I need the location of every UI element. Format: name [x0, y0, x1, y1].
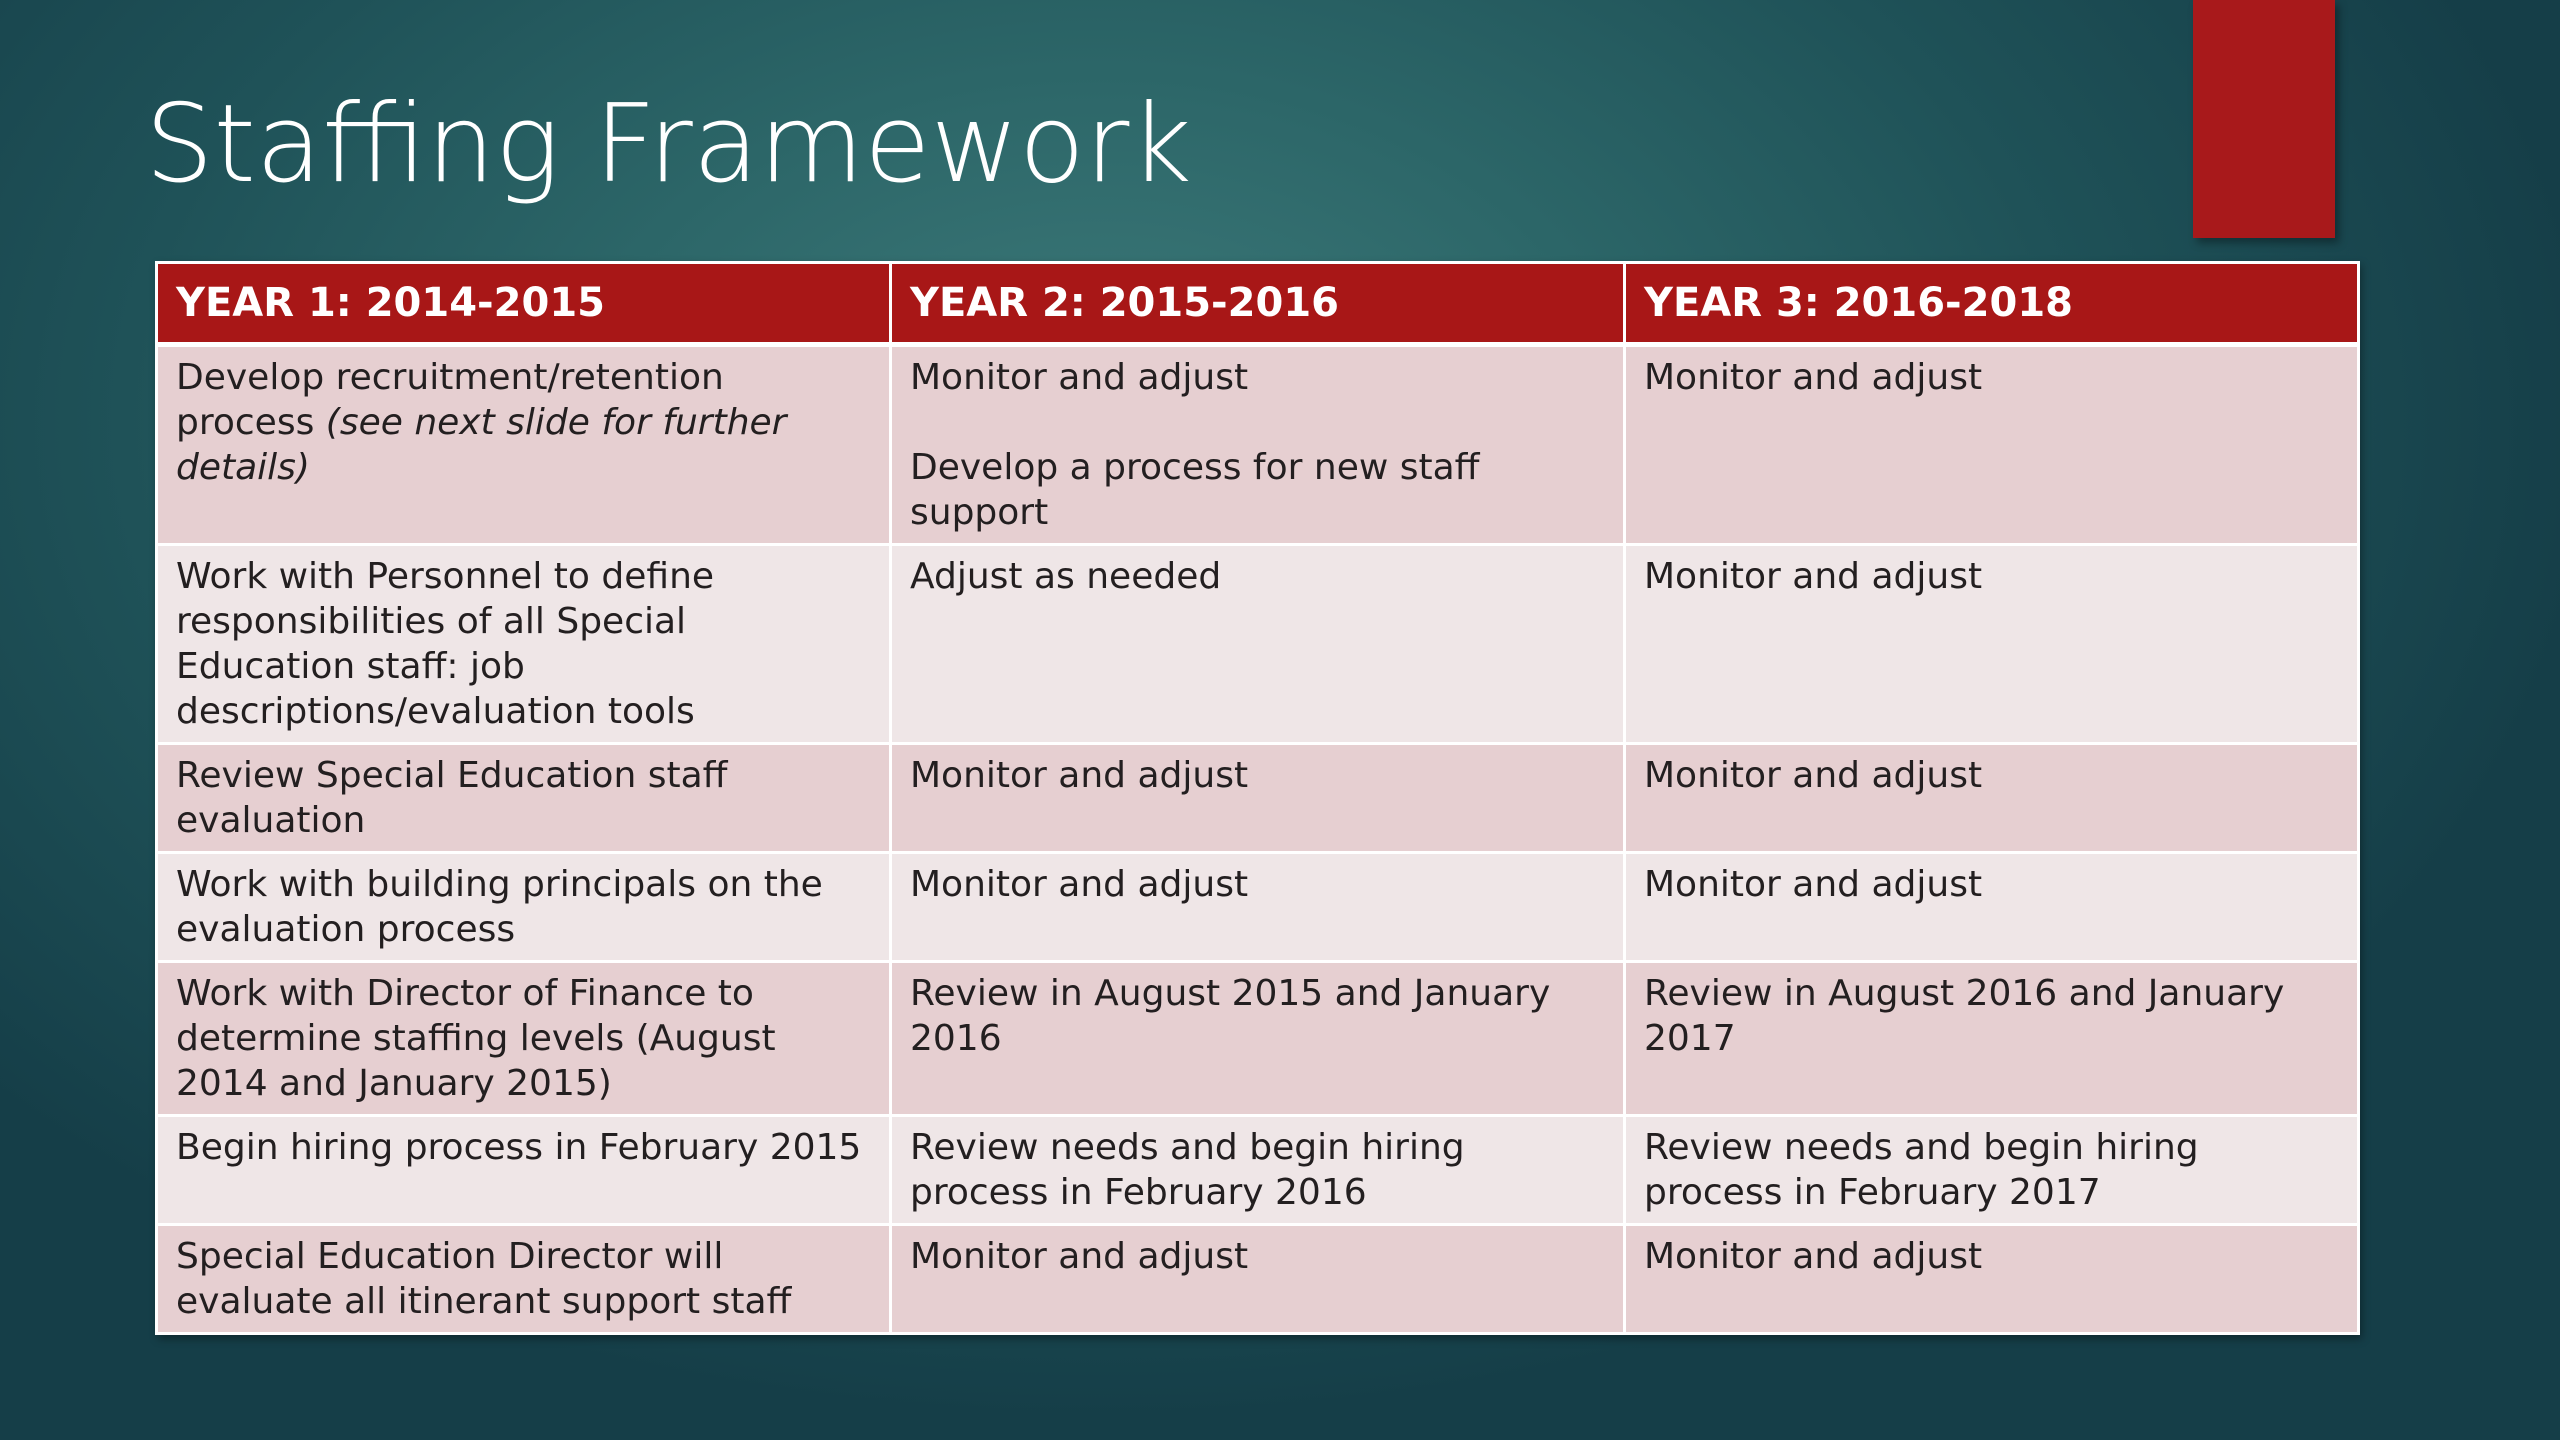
table-row	[157, 744, 2359, 853]
staffing-framework-table	[155, 261, 2359, 1335]
cell-year-3: Monitor and adjust	[1625, 744, 2359, 853]
table-row	[157, 1225, 2359, 1334]
cell-year-1: Work with building principals on the evaluation process	[157, 853, 891, 962]
table-row	[157, 962, 2359, 1116]
cell-year-3: Monitor and adjust	[1625, 1225, 2359, 1334]
cell-year-2: Monitor and adjust	[891, 744, 1625, 853]
slide-title: Staffing Framework	[145, 82, 1192, 207]
cell-year-1: Begin hiring process in February 2015	[157, 1116, 891, 1225]
header-year-3: YEAR 3: 2016-2018	[1625, 263, 2359, 345]
cell-year-1: Review Special Education staff evaluation	[157, 744, 891, 853]
cell-year-2: Monitor and adjust	[891, 1225, 1625, 1334]
cell-year-1: Work with Personnel to define responsibilities of all Special Education staff: job descriptions/evaluation tools	[157, 545, 891, 744]
cell-year-1: Special Education Director will evaluate all itinerant support staff	[157, 1225, 891, 1334]
cell-year-3: Review needs and begin hiring process in February 2017	[1625, 1116, 2359, 1225]
framework-table	[155, 261, 2360, 1335]
cell-year-2	[891, 345, 1625, 545]
cell-year-3: Monitor and adjust	[1625, 545, 2359, 744]
cell-year-2: Adjust as needed	[891, 545, 1625, 744]
cell-text: Monitor and adjust	[910, 357, 1249, 398]
cell-year-3: Monitor and adjust	[1625, 345, 2359, 545]
table-row	[157, 853, 2359, 962]
cell-spacer	[910, 400, 1605, 445]
cell-year-2: Review needs and begin hiring process in February 2016	[891, 1116, 1625, 1225]
cell-year-3: Review in August 2016 and January 2017	[1625, 962, 2359, 1116]
cell-year-1	[157, 345, 891, 545]
cell-text: Develop recruitment/retention process	[176, 357, 724, 443]
header-year-2: YEAR 2: 2015-2016	[891, 263, 1625, 345]
table-row	[157, 1116, 2359, 1225]
table-row	[157, 345, 2359, 545]
cell-year-2: Review in August 2015 and January 2016	[891, 962, 1625, 1116]
header-year-1: YEAR 1: 2014-2015	[157, 263, 891, 345]
cell-year-1: Work with Director of Finance to determine staffing levels (August 2014 and January 2015)	[157, 962, 891, 1116]
cell-year-3: Monitor and adjust	[1625, 853, 2359, 962]
red-accent-block	[2193, 0, 2335, 238]
cell-year-2: Monitor and adjust	[891, 853, 1625, 962]
table-row	[157, 545, 2359, 744]
cell-italic-note: (see next slide for further details)	[176, 402, 787, 488]
cell-text: Develop a process for new staff support	[910, 447, 1480, 533]
table-header-row	[157, 263, 2359, 345]
